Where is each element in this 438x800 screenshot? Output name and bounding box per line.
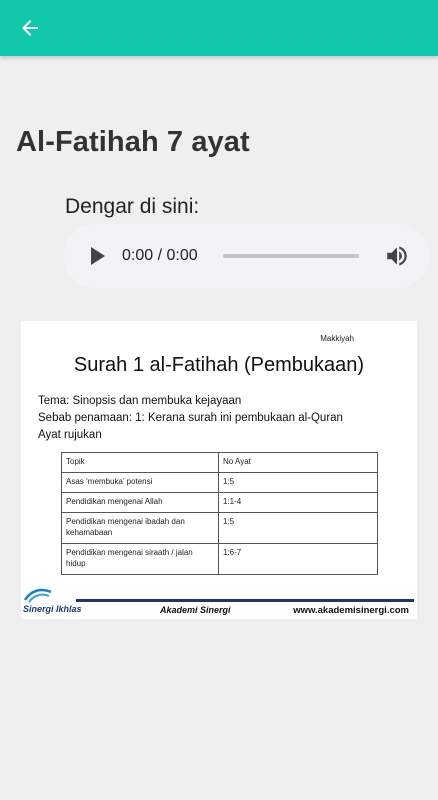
- app-bar: [0, 0, 438, 56]
- back-button[interactable]: [12, 10, 48, 46]
- table-cell: 1:5: [219, 513, 378, 544]
- audio-time: 0:00 / 0:00: [122, 247, 198, 264]
- table-header: No Ayat: [219, 453, 378, 473]
- table-header: Topik: [62, 453, 219, 473]
- footer-divider: [76, 599, 414, 602]
- document-lines: [38, 393, 343, 444]
- play-icon[interactable]: [88, 245, 108, 267]
- audio-player: [64, 224, 430, 288]
- table-cell: Asas ‘membuka’ potensi: [62, 473, 219, 493]
- footer-url: www.akademisinergi.com: [293, 605, 409, 616]
- table-cell: Pendidikan mengenai siraath / jalan hidup: [62, 544, 219, 575]
- document-line: Ayat rujukan: [38, 429, 102, 441]
- volume-icon[interactable]: [384, 243, 410, 269]
- surah-document-image: [21, 321, 417, 619]
- table-row: [62, 513, 378, 544]
- document-footer: [21, 596, 417, 619]
- logo-text: Sinergi Ikhlas: [23, 604, 82, 614]
- audio-progress-track[interactable]: [223, 254, 359, 258]
- table-row: [62, 473, 378, 493]
- arrow-left-icon: [18, 16, 42, 40]
- table-cell: Pendidikan mengenai ibadah dan kehamabaan: [62, 513, 219, 544]
- sinergi-logo-icon: [21, 586, 55, 604]
- document-line: Sebab penamaan: 1: Kerana surah ini pembukaan al-Quran: [38, 412, 343, 424]
- table-cell: 1:5: [219, 473, 378, 493]
- ayat-table: [61, 452, 378, 575]
- document-heading: Surah 1 al-Fatihah (Pembukaan): [73, 354, 365, 376]
- table-cell: Pendidikan mengenai Allah: [62, 493, 219, 513]
- table-cell: 1:6-7: [219, 544, 378, 575]
- document-line: Tema: Sinopsis dan membuka kejayaan: [38, 395, 242, 407]
- table-row: [62, 544, 378, 575]
- listen-label: Dengar di sini:: [65, 195, 200, 218]
- table-header-row: [62, 453, 378, 473]
- surah-type-label: Makkiyah: [320, 334, 354, 343]
- table-cell: 1:1-4: [219, 493, 378, 513]
- footer-brand: Akademi Sinergi: [160, 605, 231, 615]
- page-title: Al-Fatihah 7 ayat: [16, 126, 250, 158]
- table-row: [62, 493, 378, 513]
